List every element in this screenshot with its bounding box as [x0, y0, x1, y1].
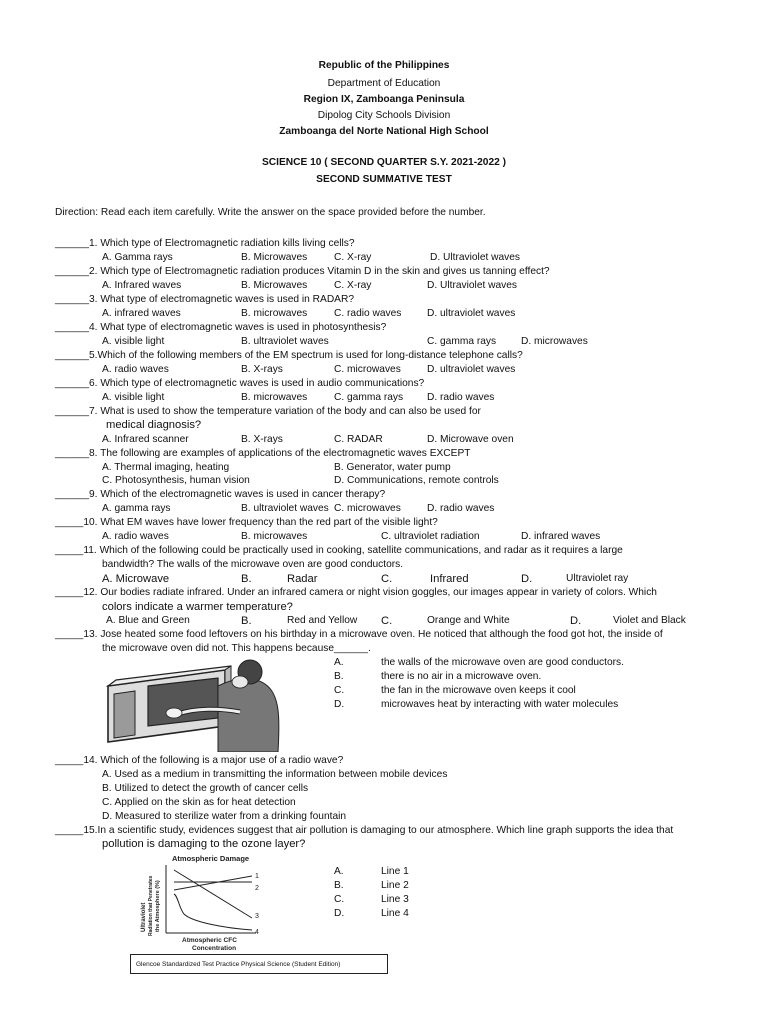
q8-option-a: A. Thermal imaging, heating	[102, 462, 230, 473]
q15-letter-b: B.	[334, 880, 344, 891]
q12-option-d: Violet and Black	[613, 615, 686, 626]
graph-line-4-label: 4	[255, 929, 259, 936]
header-division: Dipolog City Schools Division	[317, 110, 451, 121]
question-14: _____14. Which of the following is a major use of a radio wave?	[55, 755, 344, 766]
q3-option-a: A. infrared waves	[102, 308, 181, 319]
q2-option-b: B. Microwaves	[241, 280, 308, 291]
graph-line-1	[174, 876, 252, 890]
q9-option-b: B. ultraviolet waves	[241, 503, 329, 514]
q11-letter-b: B.	[241, 573, 252, 585]
q5-option-a: A. radio waves	[102, 364, 169, 375]
q11-option-c: Infrared	[430, 573, 469, 585]
q3-option-c: C. radio waves	[334, 308, 402, 319]
q13-option-a: the walls of the microwave oven are good conductors.	[381, 657, 624, 668]
question-13: _____13. Jose heated some food leftovers on his birthday in a microwave oven. He noticed that although the food got hot, the inside of	[55, 629, 663, 640]
q7-option-c: C. RADAR	[334, 434, 383, 445]
q1-option-a: A. Gamma rays	[102, 252, 173, 263]
q5-option-c: C. microwaves	[334, 364, 401, 375]
graph-line-3	[174, 870, 252, 918]
q6-option-b: B. microwaves	[241, 392, 308, 403]
q15-option-c: Line 3	[381, 894, 409, 905]
q8-option-b: B. Generator, water pump	[334, 462, 451, 473]
q10-option-a: A. radio waves	[102, 531, 169, 542]
q9-option-d: D. radio waves	[427, 503, 495, 514]
question-11: _____11. Which of the following could be practically used in cooking, satellite communications, and radar as it requires a large	[55, 545, 623, 556]
graph-ylabel-2: Radiation that Penetrates	[148, 875, 154, 936]
q13-letter-a: A.	[334, 657, 344, 668]
question-12-line2: colors indicate a warmer temperature?	[102, 601, 293, 613]
q14-option-c: C. Applied on the skin as for heat detection	[102, 797, 296, 808]
question-6: ______6. Which type of electromagnetic waves is used in audio communications?	[55, 378, 425, 389]
question-7-line2: medical diagnosis?	[106, 419, 202, 431]
question-8: ______8. The following are examples of applications of the electromagnetic waves EXCEPT	[55, 448, 471, 459]
q11-option-d: Ultraviolet ray	[566, 573, 629, 584]
q8-option-d: D. Communications, remote controls	[334, 475, 499, 486]
question-12: _____12. Our bodies radiate infrared. Under an infrared camera or night vision goggles, our images appear in variety of colors. Which	[55, 587, 657, 598]
q12-option-c: Orange and White	[427, 615, 510, 626]
q3-option-b: B. microwaves	[241, 308, 308, 319]
atmospheric-damage-graph	[134, 852, 284, 952]
direction-text: Direction: Read each item carefully. Write the answer on the space provided before the number.	[55, 207, 486, 218]
q11-option-b: Radar	[287, 573, 318, 585]
q6-option-a: A. visible light	[102, 392, 165, 403]
q4-option-c: C. gamma rays	[427, 336, 497, 347]
graph-line-1-label: 1	[255, 873, 259, 880]
q7-option-b: B. X-rays	[241, 434, 283, 445]
header-school: Zamboanga del Norte National High School	[279, 126, 489, 137]
question-1: ______1. Which type of Electromagnetic radiation kills living cells?	[55, 238, 355, 249]
question-7: ______7. What is used to show the temperature variation of the body and can also be used for	[55, 406, 481, 417]
q9-option-c: C. microwaves	[334, 503, 401, 514]
q2-option-c: C. X-ray	[334, 280, 372, 291]
q13-option-c: the fan in the microwave oven keeps it cool	[381, 685, 576, 696]
q13-option-d: microwaves heat by interacting with water molecules	[381, 699, 619, 710]
q15-letter-d: D.	[334, 908, 345, 919]
q13-letter-d: D.	[334, 699, 345, 710]
q5-option-d: D. ultraviolet waves	[427, 364, 516, 375]
graph-line-3-label: 3	[255, 913, 259, 920]
q5-option-b: B. X-rays	[241, 364, 283, 375]
graph-citation: Glencoe Standardized Test Practice Physical Science (Student Edition)	[130, 954, 388, 974]
q11-letter-d: D.	[521, 573, 533, 585]
q1-option-c: C. X-ray	[334, 252, 372, 263]
q6-option-d: D. radio waves	[427, 392, 495, 403]
q9-option-a: A. gamma rays	[102, 503, 171, 514]
question-3: ______3. What type of electromagnetic waves is used in RADAR?	[55, 294, 354, 305]
graph-line-4	[174, 894, 252, 930]
test-title: SECOND SUMMATIVE TEST	[316, 174, 452, 185]
q12-option-b: Red and Yellow	[287, 615, 358, 626]
microwave-oven-illustration	[100, 656, 308, 752]
q15-letter-a: A.	[334, 866, 344, 877]
question-13-line2: the microwave oven did not. This happens because______.	[102, 643, 371, 654]
question-15: _____15.In a scientific study, evidences suggest that air pollution is damaging to our atmosphere. Which line graph supports the idea that	[55, 825, 674, 836]
q13-letter-c: C.	[334, 685, 345, 696]
q2-option-a: A. Infrared waves	[102, 280, 182, 291]
graph-ylabel-1: Ultraviolet	[141, 902, 147, 932]
q4-option-b: B. ultraviolet waves	[241, 336, 329, 347]
graph-xlabel-1: Atmospheric CFC	[182, 937, 237, 944]
question-15-line2: pollution is damaging to the ozone layer?	[102, 838, 306, 850]
q1-option-d: D. Ultraviolet waves	[430, 252, 521, 263]
graph-xlabel-2: Concentration	[192, 945, 237, 952]
q12-letter-c: C.	[381, 615, 393, 627]
q14-option-b: B. Utilized to detect the growth of cancer cells	[102, 783, 309, 794]
q15-option-d: Line 4	[381, 908, 409, 919]
q15-option-b: Line 2	[381, 880, 409, 891]
q12-letter-d: D.	[570, 615, 582, 627]
q11-letter-c: C.	[381, 573, 393, 585]
graph-title: Atmospheric Damage	[172, 854, 250, 863]
q14-option-d: D. Measured to sterilize water from a drinking fountain	[102, 811, 347, 822]
q8-option-c: C. Photosynthesis, human vision	[102, 475, 250, 486]
q3-option-d: D. ultraviolet waves	[427, 308, 516, 319]
q7-option-a: A. Infrared scanner	[102, 434, 189, 445]
q1-option-b: B. Microwaves	[241, 252, 308, 263]
graph-ylabel-3: the Atmosphere (%)	[155, 880, 161, 932]
header-republic: Republic of the Philippines	[318, 60, 450, 71]
question-5: ______5.Which of the following members of the EM spectrum is used for long-distance telephone calls?	[55, 350, 523, 361]
test-subject-title: SCIENCE 10 ( SECOND QUARTER S.Y. 2021-2022 )	[261, 157, 506, 168]
graph-line-2-label: 2	[255, 885, 259, 892]
q11-option-a: A. Microwave	[102, 573, 170, 585]
question-2: ______2. Which type of Electromagnetic radiation produces Vitamin D in the skin and gives us tanning effect?	[55, 266, 550, 277]
q6-option-c: C. gamma rays	[334, 392, 404, 403]
q13-option-b: there is no air in a microwave oven.	[381, 671, 542, 682]
question-4: ______4. What type of electromagnetic waves is used in photosynthesis?	[55, 322, 387, 333]
question-10: _____10. What EM waves have lower frequency than the red part of the visible light?	[55, 517, 438, 528]
q13-letter-b: B.	[334, 671, 344, 682]
q4-option-a: A. visible light	[102, 336, 165, 347]
q7-option-d: D. Microwave oven	[427, 434, 514, 445]
question-11-line2: bandwidth? The walls of the microwave oven are good conductors.	[102, 559, 404, 570]
q15-letter-c: C.	[334, 894, 345, 905]
q2-option-d: D. Ultraviolet waves	[427, 280, 518, 291]
header-region: Region IX, Zamboanga Peninsula	[303, 94, 465, 105]
q10-option-c: C. ultraviolet radiation	[381, 531, 480, 542]
q14-option-a: A. Used as a medium in transmitting the information between mobile devices	[102, 769, 448, 780]
question-9: ______9. Which of the electromagnetic waves is used in cancer therapy?	[55, 489, 386, 500]
q10-option-b: B. microwaves	[241, 531, 308, 542]
q4-option-d: D. microwaves	[521, 336, 588, 347]
q10-option-d: D. infrared waves	[521, 531, 601, 542]
q12-option-a: A. Blue and Green	[106, 615, 190, 626]
q12-letter-b: B.	[241, 615, 252, 627]
header-department: Department of Education	[327, 78, 441, 89]
q15-option-a: Line 1	[381, 866, 409, 877]
